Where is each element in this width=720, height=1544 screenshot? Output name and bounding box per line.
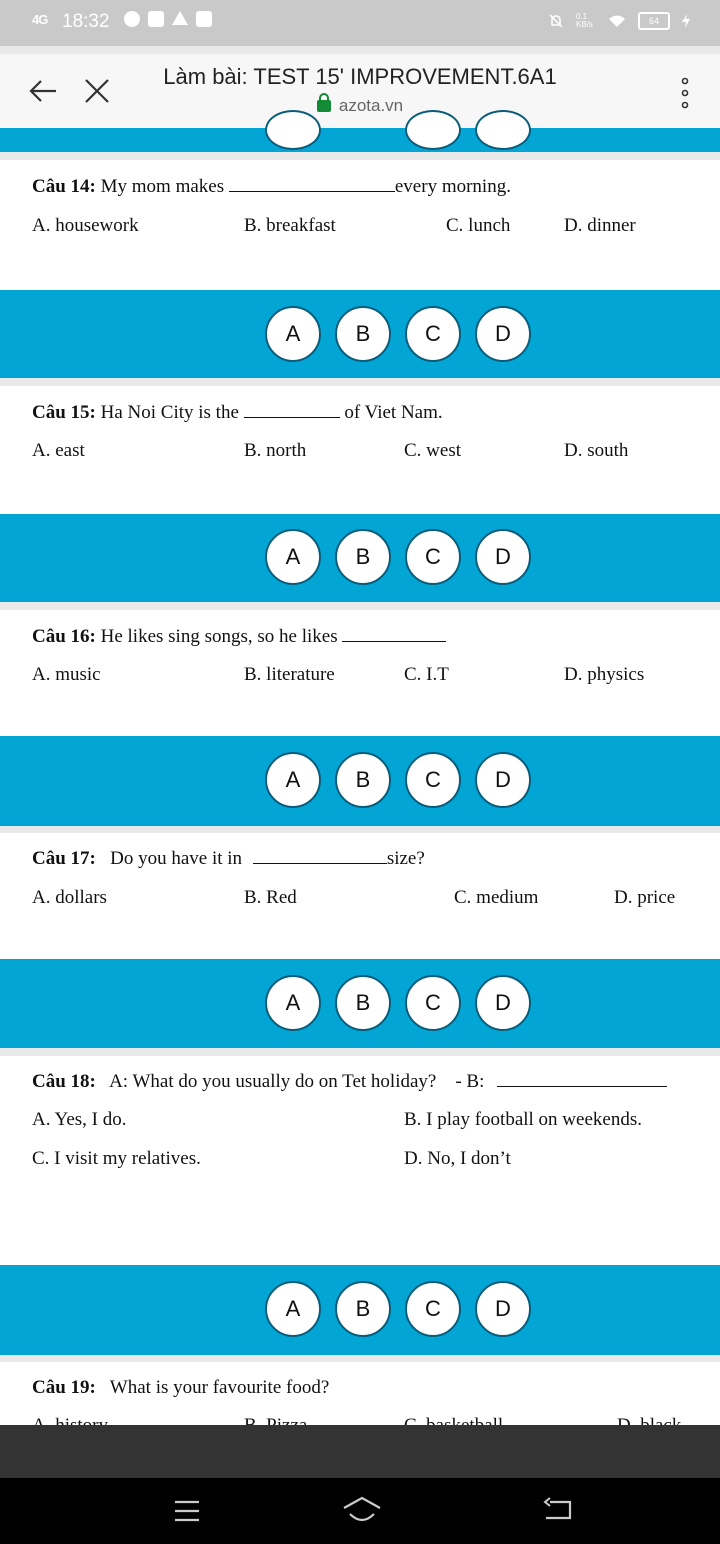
- charging-icon: [682, 14, 690, 28]
- answer-a-button[interactable]: A: [265, 975, 321, 1031]
- answer-bar-14: [0, 290, 720, 378]
- system-nav-bar: [0, 1478, 720, 1544]
- answer-a-button[interactable]: A: [265, 529, 321, 585]
- answer-bar-partial: [0, 128, 720, 152]
- answer-bar-15: [0, 514, 720, 602]
- answer-b-button[interactable]: B: [335, 975, 391, 1031]
- answer-d-button[interactable]: D: [475, 1281, 531, 1337]
- answer-d-button[interactable]: D: [475, 752, 531, 808]
- question-card-16: [0, 610, 720, 736]
- option-d: D. dinner: [564, 215, 636, 236]
- wifi-icon: [608, 14, 626, 28]
- answer-blank: [229, 177, 395, 192]
- question-text: Câu 14: My mom makes every morning.: [32, 176, 511, 197]
- option-c: C. west: [404, 440, 461, 461]
- option-b: B. north: [244, 440, 307, 461]
- youtube-icon: [196, 11, 212, 27]
- answer-d-button[interactable]: D: [475, 975, 531, 1031]
- option-b: B. literature: [244, 664, 335, 685]
- question-text: Câu 17: Do you have it in size?: [32, 848, 425, 869]
- question-card-19: [0, 1362, 720, 1425]
- question-text: Câu 15: Ha Noi City is the of Viet Nam.: [32, 402, 443, 423]
- option-b: B. Red: [244, 887, 297, 908]
- home-icon[interactable]: [342, 1496, 382, 1524]
- facebook-icon: [148, 11, 164, 27]
- network-speed: 0.1 KB/s: [576, 12, 593, 29]
- answer-a-button[interactable]: A: [265, 752, 321, 808]
- question-text: Câu 19: What is your favourite food?: [32, 1377, 330, 1398]
- answer-blank: [497, 1072, 667, 1087]
- recent-apps-icon[interactable]: [175, 1500, 199, 1522]
- lock-icon: [317, 100, 331, 112]
- answer-b-button[interactable]: B: [335, 1281, 391, 1337]
- messenger-icon: [124, 11, 140, 27]
- battery-icon: 64: [638, 12, 670, 30]
- notification-icons: [124, 11, 212, 27]
- option-a: A. east: [32, 440, 85, 461]
- option-a: A. housework: [32, 215, 139, 236]
- status-bar: [0, 0, 720, 46]
- mute-icon: [548, 13, 564, 29]
- answer-d-button[interactable]: D: [475, 306, 531, 362]
- question-text: Câu 16: He likes sing songs, so he likes: [32, 626, 446, 648]
- answer-c-button[interactable]: C: [405, 529, 461, 585]
- answer-d-button[interactable]: D: [475, 529, 531, 585]
- answer-bar-18: [0, 1265, 720, 1355]
- option-a: A. music: [32, 664, 101, 685]
- answer-button-stub[interactable]: [405, 110, 461, 150]
- answer-b-button[interactable]: B: [335, 529, 391, 585]
- question-card-14: [0, 160, 720, 290]
- answer-blank: [244, 403, 340, 418]
- clock: 18:32: [62, 11, 110, 32]
- answer-bar-17: [0, 959, 720, 1048]
- more-options-icon[interactable]: [680, 76, 690, 110]
- option-a: A. dollars: [32, 887, 107, 908]
- answer-blank: [342, 627, 446, 642]
- option-b: B. I play football on weekends.: [404, 1109, 642, 1130]
- answer-c-button[interactable]: C: [405, 752, 461, 808]
- system-icons: [548, 12, 690, 30]
- page-url: azota.vn: [0, 96, 720, 116]
- answer-a-button[interactable]: A: [265, 1281, 321, 1337]
- answer-c-button[interactable]: C: [405, 306, 461, 362]
- option-d: D. price: [614, 887, 676, 908]
- signal-indicator: 4G: [32, 12, 48, 27]
- page-title: Làm bài: TEST 15' IMPROVEMENT.6A1: [163, 64, 557, 89]
- option-d: D. physics: [564, 664, 645, 685]
- answer-a-button[interactable]: A: [265, 306, 321, 362]
- bottom-strip: [0, 1425, 720, 1478]
- option-b: B. breakfast: [244, 215, 336, 236]
- answer-button-stub[interactable]: [475, 110, 531, 150]
- option-c: C. I visit my relatives.: [32, 1148, 201, 1169]
- question-card-15: [0, 386, 720, 514]
- question-card-18: [0, 1056, 720, 1265]
- warning-icon: [172, 11, 188, 25]
- browser-toolbar: [0, 54, 720, 128]
- answer-b-button[interactable]: B: [335, 306, 391, 362]
- option-c: C. I.T: [404, 664, 449, 685]
- quiz-content[interactable]: [0, 128, 720, 1425]
- answer-c-button[interactable]: C: [405, 1281, 461, 1337]
- question-text: Câu 18: A: What do you usually do on Tet holiday? - B:: [32, 1071, 667, 1093]
- back-nav-icon[interactable]: [544, 1498, 572, 1522]
- answer-c-button[interactable]: C: [405, 975, 461, 1031]
- answer-b-button[interactable]: B: [335, 752, 391, 808]
- option-a: A. Yes, I do.: [32, 1109, 127, 1130]
- option-c: C. lunch: [446, 215, 511, 236]
- answer-blank: [253, 849, 387, 864]
- answer-button-stub[interactable]: [265, 110, 321, 150]
- option-d: D. No, I don’t: [404, 1148, 511, 1169]
- option-d: D. south: [564, 440, 629, 461]
- option-c: C. medium: [454, 887, 539, 908]
- question-card-17: [0, 833, 720, 959]
- answer-bar-16: [0, 736, 720, 826]
